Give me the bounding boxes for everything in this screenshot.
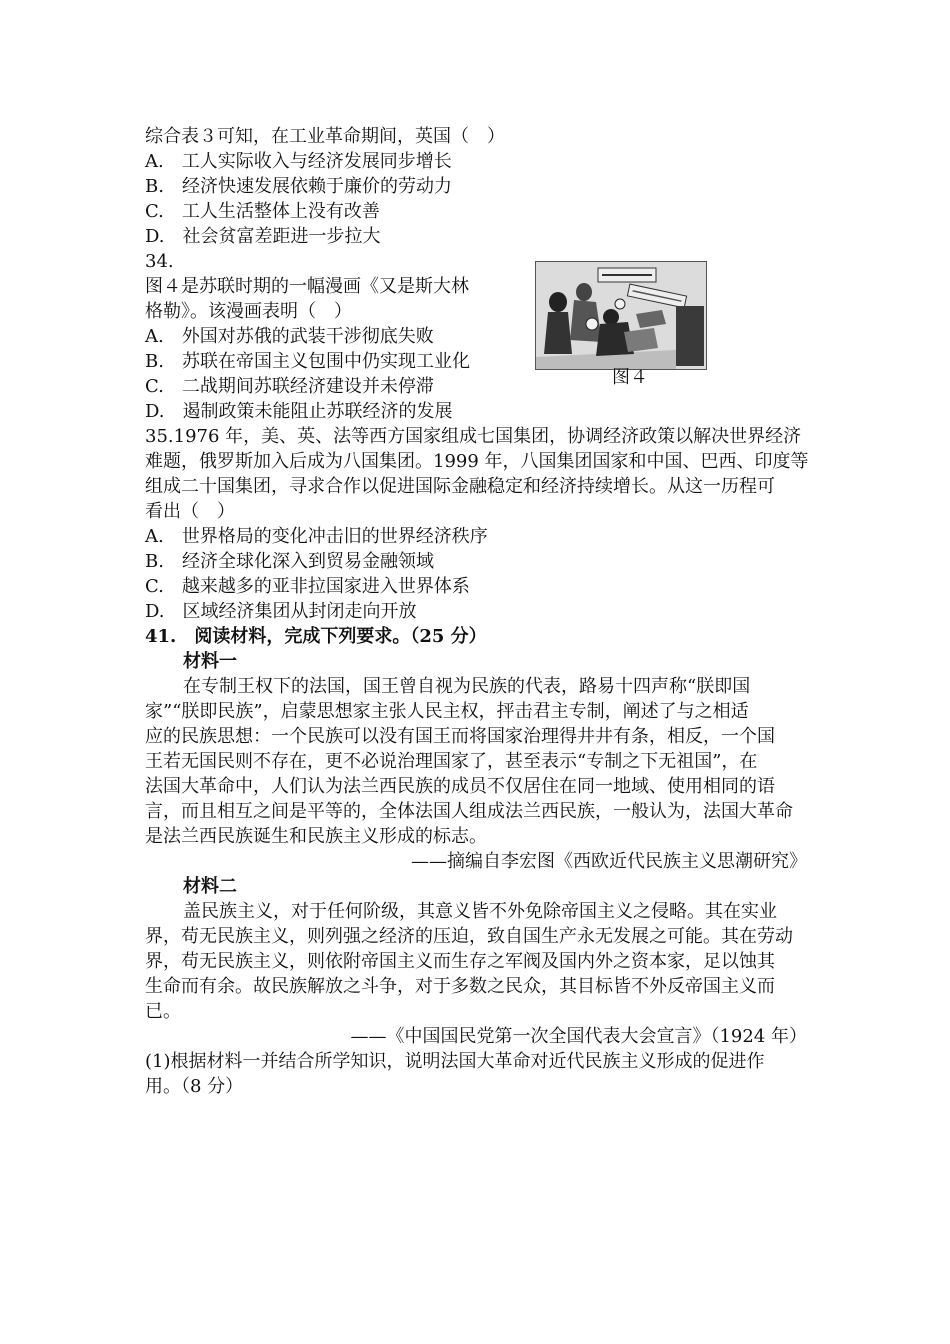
q35-option-c: C. 越来越多的亚非拉国家进入世界体系 bbox=[145, 576, 470, 597]
q33-stem: 综合表３可知，在工业革命期间，英国（ ） bbox=[145, 126, 505, 147]
q34-option-c: C. 二战期间苏联经济建设并未停滞 bbox=[145, 376, 434, 397]
material1-line4: 王若无国民则不存在，更不必说治理国家了，甚至表示“专制之下无祖国”，在 bbox=[145, 751, 758, 772]
material2-line5: 已。 bbox=[145, 1001, 181, 1022]
q34-option-a: A. 外国对苏俄的武装干涉彻底失败 bbox=[145, 326, 434, 347]
q34-stem-line1: 图４是苏联时期的一幅漫画《又是斯大林 bbox=[145, 276, 469, 297]
q34-number: 34. bbox=[145, 251, 174, 272]
q35-line3: 组成二十国集团，寻求合作以促进国际金融稳定和经济持续增长。从这一历程可 bbox=[145, 476, 775, 497]
q35-option-b: B. 经济全球化深入到贸易金融领域 bbox=[145, 551, 434, 572]
material1-source: ——摘编自李宏图《西欧近代民族主义思潮研究》 bbox=[411, 851, 807, 872]
material1-line6: 言，而且相互之间是平等的，全体法国人组成法兰西民族，一般认为，法国大革命 bbox=[145, 801, 793, 822]
material2-line3: 界，苟无民族主义，则依附帝国主义而生存之军阀及国内外之资本家，足以蚀其 bbox=[145, 951, 775, 972]
material2-line1: 盖民族主义，对于任何阶级，其意义皆不外免除帝国主义之侵略。其在实业 bbox=[183, 901, 777, 922]
sub-question-1-line1: (1)根据材料一并结合所学知识，说明法国大革命对近代民族主义形成的促进作 bbox=[145, 1051, 765, 1072]
material1-line5: 法国大革命中，人们认为法兰西民族的成员不仅居住在同一地域、使用相同的语 bbox=[145, 776, 775, 797]
q41-heading: 41. 阅读材料，完成下列要求。（25 分） bbox=[145, 626, 487, 647]
sub-question-1-line2: 用。（8 分） bbox=[145, 1076, 244, 1097]
q34-option-b: B. 苏联在帝国主义包围中仍实现工业化 bbox=[145, 351, 470, 372]
q35-line1: 35.1976 年，美、英、法等西方国家组成七国集团，协调经济政策以解决世界经济 bbox=[145, 426, 802, 447]
material2-title: 材料二 bbox=[183, 876, 237, 897]
material1-title: 材料一 bbox=[183, 651, 237, 672]
q33-option-d: D. 社会贫富差距进一步拉大 bbox=[145, 226, 381, 247]
q33-option-b: B. 经济快速发展依赖于廉价的劳动力 bbox=[145, 176, 452, 197]
material2-source: ——《中国国民党第一次全国代表大会宣言》（1924 年） bbox=[350, 1026, 807, 1047]
material1-line7: 是法兰西民族诞生和民族主义形成的标志。 bbox=[145, 826, 487, 847]
figure-caption: 图４ bbox=[612, 367, 648, 388]
q35-option-a: A. 世界格局的变化冲击旧的世界经济秩序 bbox=[145, 526, 488, 547]
q33-option-c: C. 工人生活整体上没有改善 bbox=[145, 201, 380, 222]
q34-option-d: D. 遏制政策未能阻止苏联经济的发展 bbox=[145, 401, 453, 422]
cartoon-figure bbox=[535, 261, 707, 370]
material1-line1: 在专制王权下的法国，国王曾自视为民族的代表，路易十四声称“朕即国 bbox=[183, 676, 751, 697]
material2-line4: 生命而有余。故民族解放之斗争，对于多数之民众，其目标皆不外反帝国主义而 bbox=[145, 976, 775, 997]
material2-line2: 界，苟无民族主义，则列强之经济的压迫，致自国生产永无发展之可能。其在劳动 bbox=[145, 926, 793, 947]
material1-line2: 家”“朕即民族”，启蒙思想家主张人民主权，抨击君主专制，阐述了与之相适 bbox=[145, 701, 749, 722]
q35-line2: 难题，俄罗斯加入后成为八国集团。1999 年，八国集团国家和中国、巴西、印度等 bbox=[145, 451, 809, 472]
q35-option-d: D. 区域经济集团从封闭走向开放 bbox=[145, 601, 417, 622]
cartoon-illustration bbox=[536, 262, 706, 369]
q33-option-a: A. 工人实际收入与经济发展同步增长 bbox=[145, 151, 452, 172]
q34-stem-line2: 格勒》。该漫画表明（ ） bbox=[145, 301, 352, 322]
q35-line4: 看出（ ） bbox=[145, 501, 235, 522]
material1-line3: 应的民族思想：一个民族可以没有国王而将国家治理得井井有条，相反，一个国 bbox=[145, 726, 775, 747]
